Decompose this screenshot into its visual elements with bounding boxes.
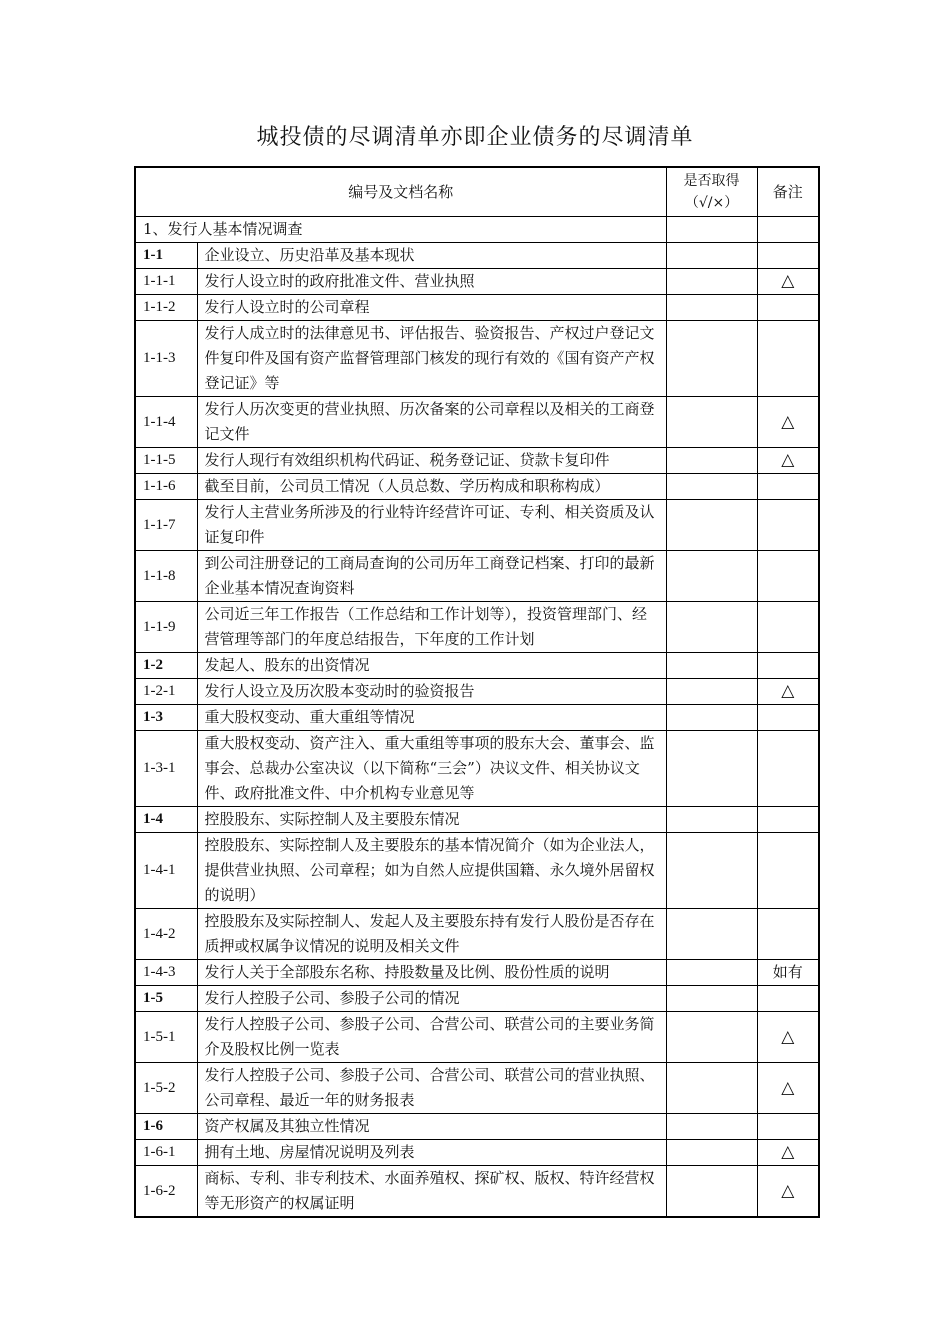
obtained-cell [666,448,757,474]
item-number: 1-6-2 [135,1166,197,1218]
obtained-cell [666,960,757,986]
item-description: 到公司注册登记的工商局查询的公司历年工商登记档案、打印的最新企业基本情况查询资料 [197,551,666,602]
item-number: 1-1-6 [135,474,197,500]
item-number: 1-3-1 [135,731,197,807]
table-row [135,1166,819,1218]
remarks-cell [757,551,819,602]
table-row [135,986,819,1012]
obtained-cell [666,1063,757,1114]
remarks-cell: △ [757,1063,819,1114]
obtained-cell [666,1012,757,1063]
remarks-cell: 如有 [757,960,819,986]
obtained-cell [666,653,757,679]
item-description: 发行人控股子公司、参股子公司、合营公司、联营公司的主要业务简介及股权比例一览表 [197,1012,666,1063]
table-row [135,653,819,679]
item-description: 发行人设立及历次股本变动时的验资报告 [197,679,666,705]
table-row [135,679,819,705]
item-number: 1-4-2 [135,909,197,960]
remarks-cell [757,731,819,807]
obtained-cell [666,551,757,602]
item-number: 1-2 [135,653,197,679]
obtained-cell [666,269,757,295]
remarks-cell: △ [757,448,819,474]
obtained-cell [666,500,757,551]
item-number: 1-2-1 [135,679,197,705]
item-number: 1-1-7 [135,500,197,551]
item-description: 商标、专利、非专利技术、水面养殖权、探矿权、版权、特许经营权等无形资产的权属证明 [197,1166,666,1218]
table-row [135,243,819,269]
header-name: 编号及文档名称 [135,167,666,217]
remarks-cell [757,909,819,960]
table-row [135,448,819,474]
table-row [135,909,819,960]
remarks-cell: △ [757,269,819,295]
item-description: 发行人设立时的公司章程 [197,295,666,321]
obtained-cell [666,909,757,960]
item-number: 1-4 [135,807,197,833]
obtained-cell [666,602,757,653]
item-description: 公司近三年工作报告（工作总结和工作计划等），投资管理部门、经营管理等部门的年度总结报告，下年度的工作计划 [197,602,666,653]
table-row [135,807,819,833]
remarks-cell: △ [757,1012,819,1063]
remarks-cell [757,243,819,269]
table-row [135,1140,819,1166]
item-description: 拥有土地、房屋情况说明及列表 [197,1140,666,1166]
item-number: 1-1-3 [135,321,197,397]
item-description: 发行人关于全部股东名称、持股数量及比例、股份性质的说明 [197,960,666,986]
table-row [135,269,819,295]
item-number: 1-1-1 [135,269,197,295]
obtained-cell [666,833,757,909]
item-description: 发行人历次变更的营业执照、历次备案的公司章程以及相关的工商登记文件 [197,397,666,448]
table-row [135,1114,819,1140]
section-label: 1、发行人基本情况调查 [135,217,666,243]
remarks-cell [757,321,819,397]
item-number: 1-1-4 [135,397,197,448]
table-row [135,397,819,448]
obtained-cell [666,1114,757,1140]
item-description: 控股股东、实际控制人及主要股东的基本情况简介（如为企业法人，提供营业执照、公司章程；如为自然人应提供国籍、永久境外居留权的说明） [197,833,666,909]
item-number: 1-3 [135,705,197,731]
remarks-cell: △ [757,679,819,705]
remarks-cell [757,705,819,731]
table-row [135,602,819,653]
table-row [135,1063,819,1114]
obtained-cell [666,321,757,397]
remarks-cell [757,807,819,833]
table-row [135,731,819,807]
item-number: 1-5-1 [135,1012,197,1063]
due-diligence-table [134,166,820,1218]
item-number: 1-1-8 [135,551,197,602]
header-obtained [666,167,757,217]
obtained-cell [666,217,757,243]
obtained-cell [666,679,757,705]
table-row [135,474,819,500]
item-description: 发行人控股子公司、参股子公司的情况 [197,986,666,1012]
item-description: 发行人成立时的法律意见书、评估报告、验资报告、产权过户登记文件复印件及国有资产监督管理部门核发的现行有效的《国有资产产权登记证》等 [197,321,666,397]
item-number: 1-5 [135,986,197,1012]
item-description: 企业设立、历史沿革及基本现状 [197,243,666,269]
remarks-cell: △ [757,397,819,448]
obtained-cell [666,295,757,321]
remarks-cell: △ [757,1166,819,1218]
table-row [135,500,819,551]
page-title: 城投债的尽调清单亦即企业债务的尽调清单 [256,125,694,150]
item-number: 1-1-9 [135,602,197,653]
remarks-cell [757,295,819,321]
obtained-cell [666,243,757,269]
header-obtained-line1: 是否取得 [683,173,740,189]
item-number: 1-5-2 [135,1063,197,1114]
item-description: 发行人主营业务所涉及的行业特许经营许可证、专利、相关资质及认证复印件 [197,500,666,551]
obtained-cell [666,397,757,448]
obtained-cell [666,1166,757,1218]
item-number: 1-1 [135,243,197,269]
section-row [135,217,819,243]
table-row [135,321,819,397]
obtained-cell [666,986,757,1012]
item-description: 资产权属及其独立性情况 [197,1114,666,1140]
item-number: 1-1-5 [135,448,197,474]
remarks-cell [757,986,819,1012]
item-number: 1-1-2 [135,295,197,321]
item-description: 发行人现行有效组织机构代码证、税务登记证、贷款卡复印件 [197,448,666,474]
table-row [135,1012,819,1063]
table-row [135,833,819,909]
obtained-cell [666,1140,757,1166]
obtained-cell [666,731,757,807]
item-description: 重大股权变动、资产注入、重大重组等事项的股东大会、董事会、监事会、总裁办公室决议（以下简称“三会”）决议文件、相关协议文件、政府批准文件、中介机构专业意见等 [197,731,666,807]
remarks-cell [757,474,819,500]
remarks-cell [757,602,819,653]
item-description: 重大股权变动、重大重组等情况 [197,705,666,731]
header-remarks: 备注 [757,167,819,217]
remarks-cell [757,217,819,243]
obtained-cell [666,474,757,500]
remarks-cell: △ [757,1140,819,1166]
item-description: 发行人设立时的政府批准文件、营业执照 [197,269,666,295]
obtained-cell [666,705,757,731]
table-row [135,551,819,602]
table-header-row [135,167,819,217]
remarks-cell [757,1114,819,1140]
obtained-cell [666,807,757,833]
item-description: 发行人控股子公司、参股子公司、合营公司、联营公司的营业执照、公司章程、最近一年的财务报表 [197,1063,666,1114]
item-description: 控股股东、实际控制人及主要股东情况 [197,807,666,833]
table-row [135,960,819,986]
remarks-cell [757,833,819,909]
item-description: 发起人、股东的出资情况 [197,653,666,679]
item-number: 1-6 [135,1114,197,1140]
table-row [135,705,819,731]
item-number: 1-4-1 [135,833,197,909]
item-number: 1-4-3 [135,960,197,986]
remarks-cell [757,653,819,679]
table-row [135,295,819,321]
item-description: 控股股东及实际控制人、发起人及主要股东持有发行人股份是否存在质押或权属争议情况的说明及相关文件 [197,909,666,960]
remarks-cell [757,500,819,551]
header-obtained-line2: （√/×） [684,195,739,211]
item-number: 1-6-1 [135,1140,197,1166]
item-description: 截至目前，公司员工情况（人员总数、学历构成和职称构成） [197,474,666,500]
